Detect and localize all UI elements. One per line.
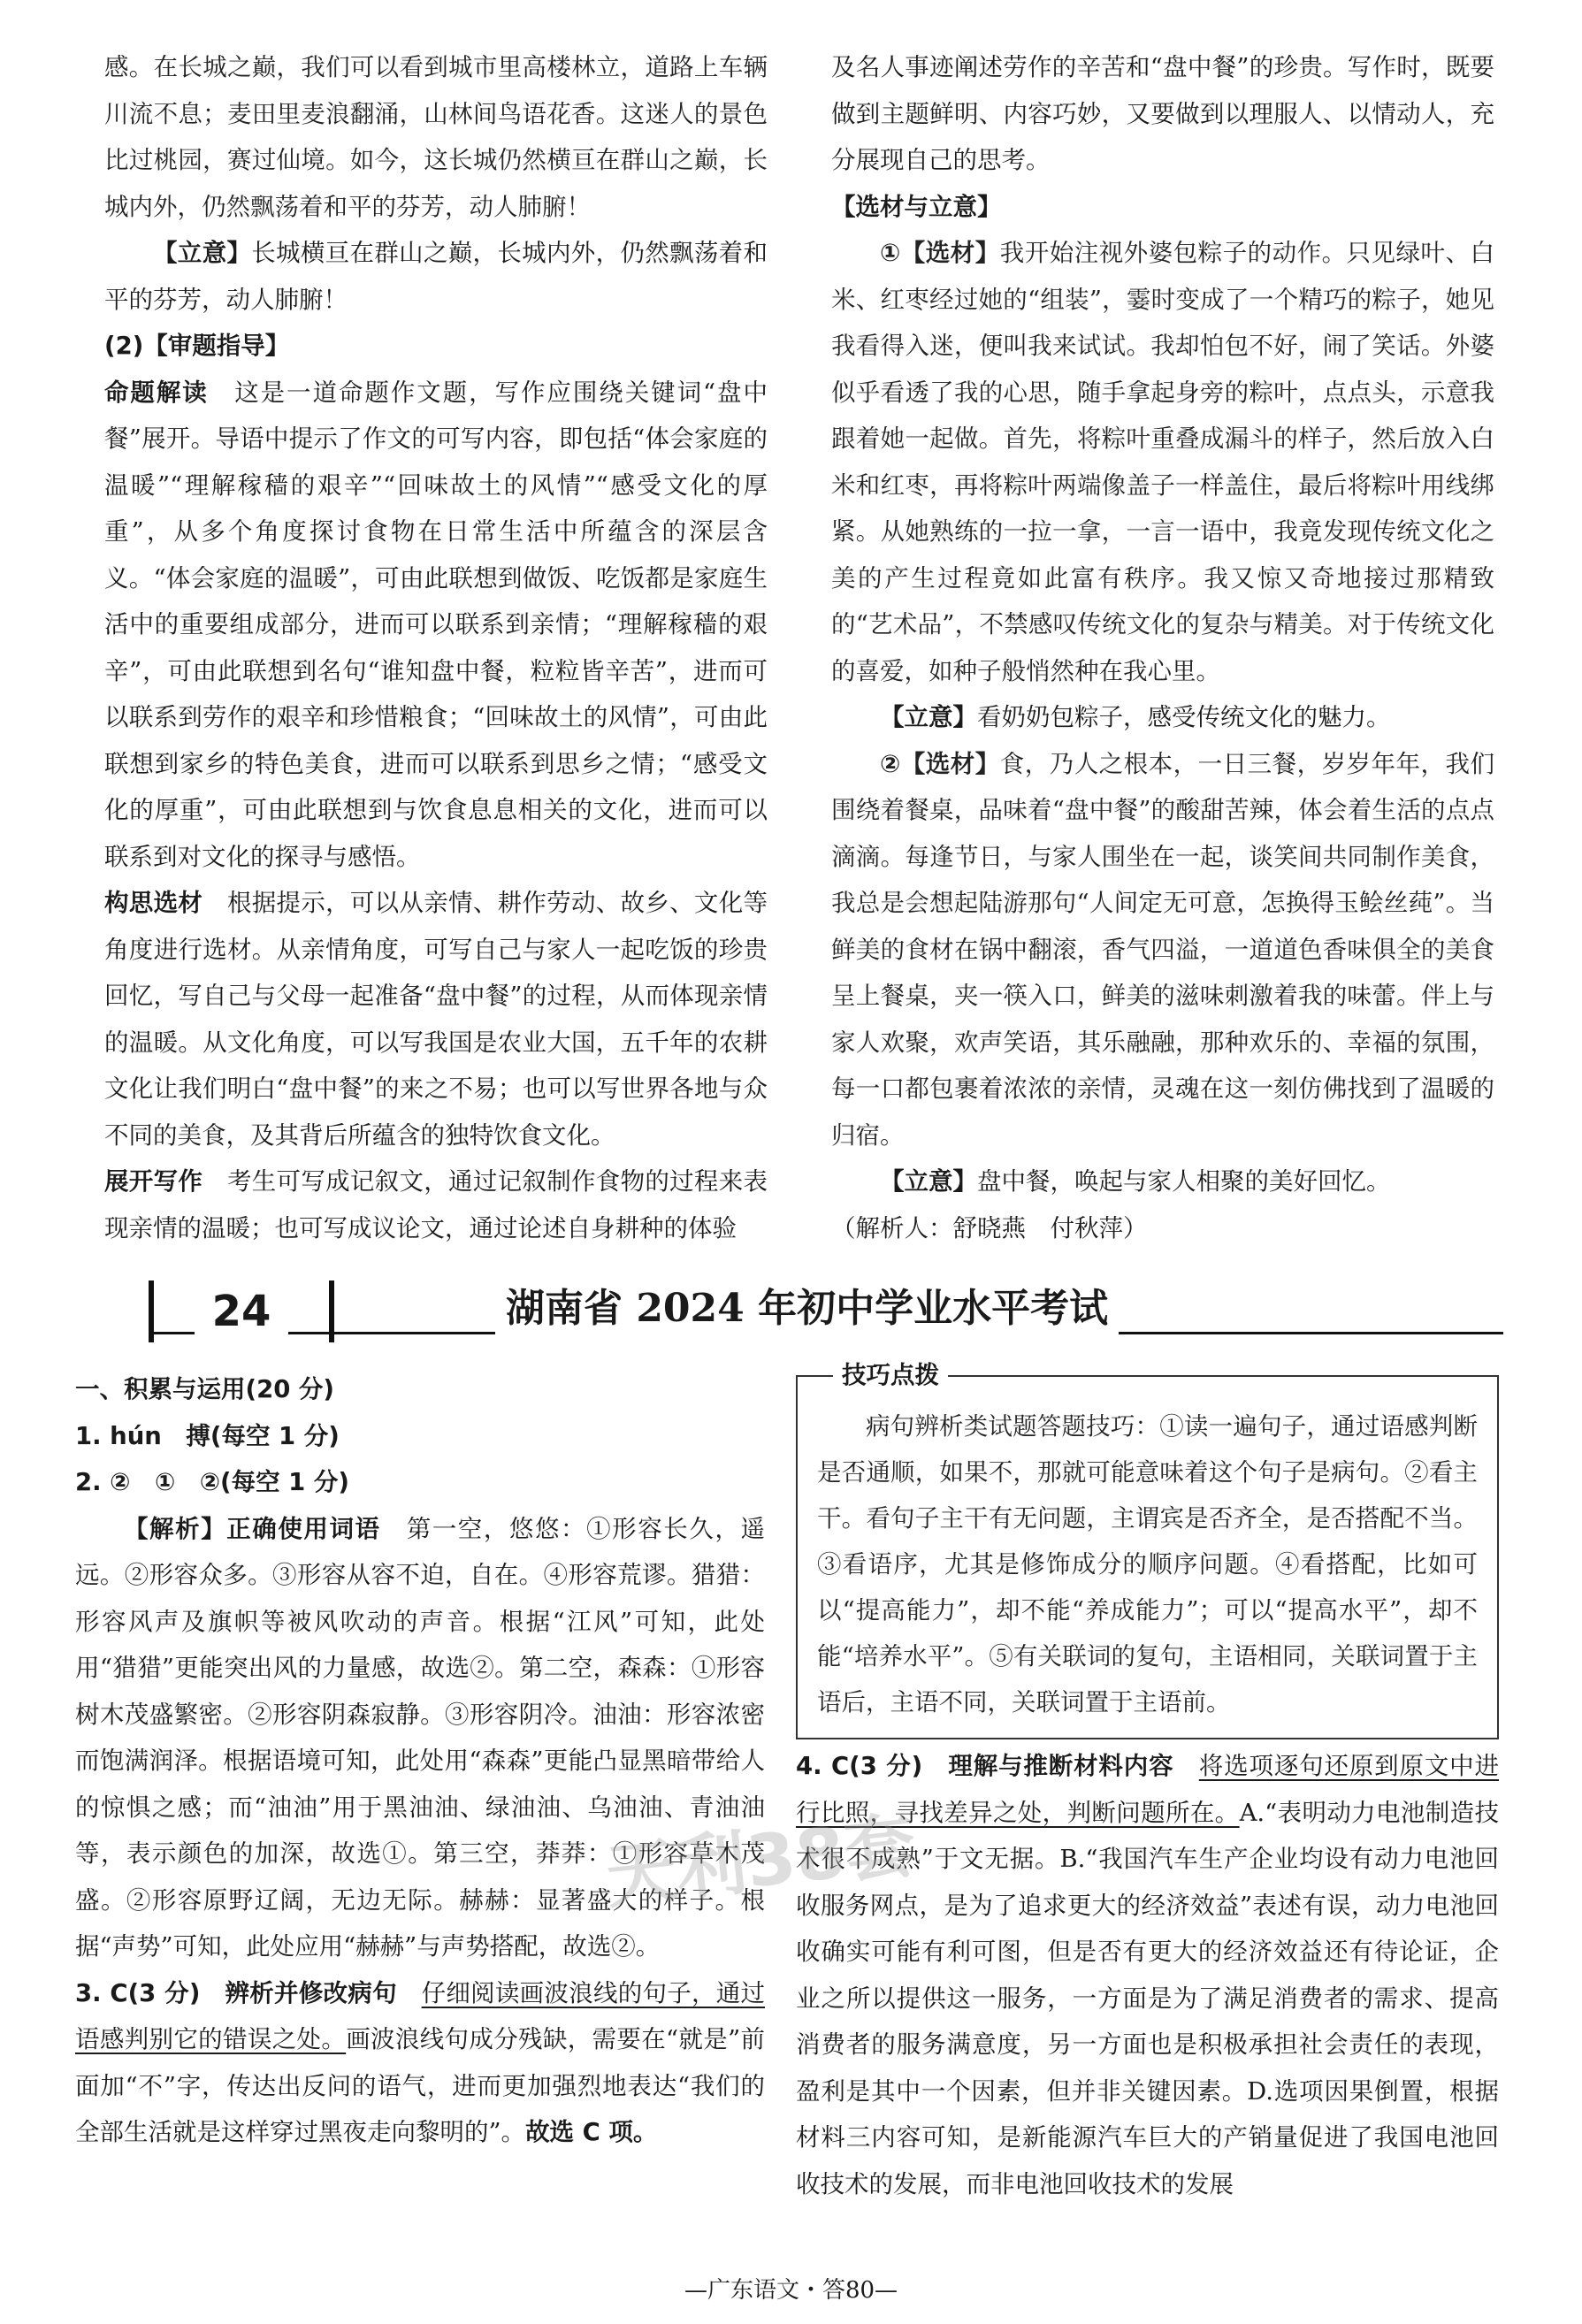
top-right-column: [831, 44, 1494, 1251]
theme-text: 长城横亘在群山之巅，长城内外，仍然飘荡着和平的芬芳，动人肺腑！: [104, 239, 768, 314]
material-2-tag: ②【选材】: [880, 749, 1000, 778]
writing-label: 展开写作: [104, 1167, 203, 1196]
theme-2-text: 盘中餐，唤起与家人相聚的美好回忆。: [977, 1167, 1391, 1196]
theme-tag: 【立意】: [153, 239, 252, 267]
section-heading-guidance: (2)【审题指导】: [104, 332, 290, 360]
answer-q4-method: 将选项逐句还原到原文中进行比照，寻找差异之处，判断问题所在。: [796, 1752, 1500, 1827]
answer-q4-head: 4. C(3 分): [796, 1752, 923, 1780]
theme-1-text: 看奶奶包粽子，感受传统文化的魅力。: [977, 703, 1391, 731]
guidance-writing: [104, 1158, 768, 1251]
exam-number: 24: [195, 1288, 289, 1335]
material-text: 根据提示，可以从亲情、耕作劳动、故乡、文化等角度进行选材。从亲情角度，可写自己与家人一起吃饭的珍贵回忆，写自己与父母一起准备“盘中餐”的过程，从而体现亲情的温暖。从文化角度，可以写我国是农业大国，五千年的农耕文化让我们明白“盘中餐”的来之不易；也可以写世界各地与众不同的美食，及其背后所蕴含的独特饮食文化。: [104, 889, 768, 1150]
guidance-material: [104, 880, 768, 1158]
theme-paragraph-1: [104, 230, 768, 323]
writing-text: 考生可写成记叙文，通过记叙制作食物的过程来表现亲情的温暖；也可写成议论文，通过论述自身耕种的体验: [104, 1167, 768, 1242]
bottom-left-column: [75, 1366, 765, 2156]
writing-continuation: 及名人事迹阐述劳作的辛苦和“盘中餐”的珍贵。写作时，既要做到主题鲜明、内容巧妙，又要做到以理服人、以情动人，充分展现自己的思考。: [831, 53, 1494, 174]
analysis-q2: [75, 1506, 765, 1970]
material-2-text: 食，乃人之根本，一日三餐，岁岁年年，我们围绕着餐桌，品味着“盘中餐”的酸甜苦辣，体会着生活的点点滴滴。每逢节日，与家人围坐在一起，谈笑间共同制作美食，我总是会想起陆游那句“人间定无可意，怎换得玉鲙丝莼”。当鲜美的食材在锅中翻滚，香气四溢，一道道色香味俱全的美食呈上餐桌，夹一筷入口，鲜美的滋味刺激着我的味蕾。伴上与家人欢聚，欢声笑语，其乐融融，那种欢乐的、幸福的氛围，每一口都包裹着浓浓的亲情，灵魂在这一刻仿佛找到了温暖的归宿。: [831, 749, 1494, 1150]
section-accumulation: 一、积累与运用(20 分): [75, 1375, 334, 1403]
answer-q3-method: 仔细阅读画波浪线的句子，通过语感判别它的错误之处。: [75, 1978, 766, 2053]
answer-q3-head: 3. C(3 分): [75, 1978, 201, 2007]
answer-q4-label: 理解与推断材料内容: [948, 1752, 1174, 1780]
answer-q4: [796, 1743, 1499, 2207]
analyst-credit: （解析人：舒晓燕 付秋萍）: [831, 1213, 1148, 1242]
material-1: [831, 230, 1494, 694]
material-1-text: 我开始注视外婆包粽子的动作。只见绿叶、白米、红枣经过她的“组装”，霎时变成了一个精巧的粽子，她见我看得入迷，便叫我来试试。我却怕包不好，闹了笑话。外婆似乎看透了我的心思，随手拿起身旁的粽叶，点点头，示意我跟着她一起做。首先，将粽叶重叠成漏斗的样子，然后放入白米和红枣，再将粽叶两端像盖子一样盖住，最后将粽叶用线绑紧。从她熟练的一拉一拿，一言一语中，我竟发现传统文化之美的产生过程竟如此富有秩序。我又惊又奇地接过那精致的“艺术品”，不禁感叹传统文化的复杂与精美。对于传统文化的喜爱，如种子般悄然种在我心里。: [831, 239, 1494, 685]
answer-q4-text: A.“表明动力电池制造技术很不成熟”于文无据。B.“我国汽车生产企业均设有动力电池回收服务网点，是为了追求更大的经济效益”表述有误，动力电池回收确实可能有利可图，但是否有更大的经济效益还有待论证，企业之所以提供这一服务，一方面是为了满足消费者的需求、提高消费者的服务满意度，另一方面也是积极承担社会责任的表现，盈利是其中一个因素，但并非关键因素。D.选项因果倒置，根据材料三内容可知，是新能源汽车巨大的产销量促进了我国电池回收技术的发展，而非电池回收技术的发展: [796, 1798, 1499, 2198]
material-1-tag: ①【选材】: [880, 239, 1000, 267]
answer-q3-label: 辨析并修改病句: [225, 1978, 397, 2007]
analysis-q2-tag: 【解析】正确使用词语: [124, 1514, 381, 1543]
interpretation-label: 命题解读: [104, 378, 209, 407]
theme-2-tag: 【立意】: [880, 1167, 977, 1196]
exam-section-banner: [88, 1273, 1512, 1353]
analysis-q2-text: 第一空，悠悠：①形容长久，遥远。②形容众多。③形容从容不迫，自在。④形容荒谬。猎猎：形容风声及旗帜等被风吹动的声音。根据“江风”可知，此处用“猎猎”更能突出风的力量感，故选②。第二空，森森：①形容树木茂盛繁密。②形容阴森寂静。③形容阴冷。油油：形容浓密而饱满润泽。根据语境可知，此处用“森森”更能凸显黑暗带给人的惊惧之感；而“油油”用于黑油油、绿油油、乌油油、青油油等，表示颜色的加深，故选①。第三空，莽莽：①形容草木茂盛。②形容原野辽阔，无边无际。赫赫：显著盛大的样子。根据“声势”可知，此处应用“赫赫”与声势搭配，故选②。: [75, 1514, 765, 1961]
exam-number-box: [149, 1280, 334, 1342]
theme-1: [831, 694, 1494, 741]
material-label: 构思选材: [104, 889, 203, 917]
answer-q1: 1. hún 搏(每空 1 分): [75, 1421, 340, 1450]
tip-box: [796, 1361, 1499, 1739]
bottom-right-column: [796, 1361, 1500, 2207]
top-left-column: [104, 44, 768, 1251]
page-footer: —广东语文・答80—: [684, 2277, 898, 2304]
guidance-interpretation: [104, 370, 768, 881]
answer-q3-text: 画波浪线句成分残缺，需要在“就是”前面加“不”字，传达出反问的语气，进而更加强烈地表达“我们的全部生活就是这样穿过黑夜走向黎明的”。: [75, 2025, 765, 2146]
section-heading-material-theme: 【选材与立意】: [831, 192, 1002, 221]
answer-q3: [75, 1970, 765, 2156]
theme-1-tag: 【立意】: [880, 703, 977, 731]
tip-title: 技巧点拨: [833, 1357, 948, 1393]
answer-q2: 2. ② ① ②(每空 1 分): [75, 1468, 349, 1496]
material-2: [831, 741, 1494, 1159]
answer-q3-end: 故选 C 项。: [525, 2118, 658, 2146]
exam-title: 湖南省 2024 年初中学业水平考试: [495, 1273, 1119, 1344]
theme-2: [831, 1158, 1494, 1205]
essay-excerpt-ending: 感。在长城之巅，我们可以看到城市里高楼林立，道路上车辆川流不息；麦田里麦浪翻涌，山林间鸟语花香。这迷人的景色比过桃园，赛过仙境。如今，这长城仍然横亘在群山之巅，长城内外，仍然飘荡着和平的芬芳，动人肺腑！: [104, 53, 768, 221]
watermark-logo: 天利38套: [601, 1803, 920, 1918]
tip-text: 病句辨析类试题答题技巧：①读一遍句子，通过语感判断是否通顺，如果不，那就可能意味着这个句子是病句。②看主干。看句子主干有无问题，主谓宾是否齐全，是否搭配不当。③看语序，尤其是修饰成分的顺序问题。④看搭配，比如可以“提高能力”，却不能“养成能力”；可以“提高水平”，却不能“培养水平”。⑤有关联词的复句，主语相同，关联词置于主语后，主语不同，关联词置于主语前。: [817, 1412, 1478, 1716]
interpretation-text: 这是一道命题作文题，写作应围绕关键词“盘中餐”展开。导语中提示了作文的可写内容，即包括“体会家庭的温暖”“理解稼穑的艰辛”“回味故土的风情”“感受文化的厚重”，从多个角度探讨食物在日常生活中所蕴含的深层含义。“体会家庭的温暖”，可由此联想到做饭、吃饭都是家庭生活中的重要组成部分，进而可以联系到亲情；“理解稼穑的艰辛”，可由此联想到名句“谁知盘中餐，粒粒皆辛苦”，进而可以联系到劳作的艰辛和珍惜粮食；“回味故土的风情”，可由此联想到家乡的特色美食，进而可以联系到思乡之情；“感受文化的厚重”，可由此联想到与饮食息息相关的文化，进而可以联系到对文化的探寻与感悟。: [104, 378, 768, 871]
